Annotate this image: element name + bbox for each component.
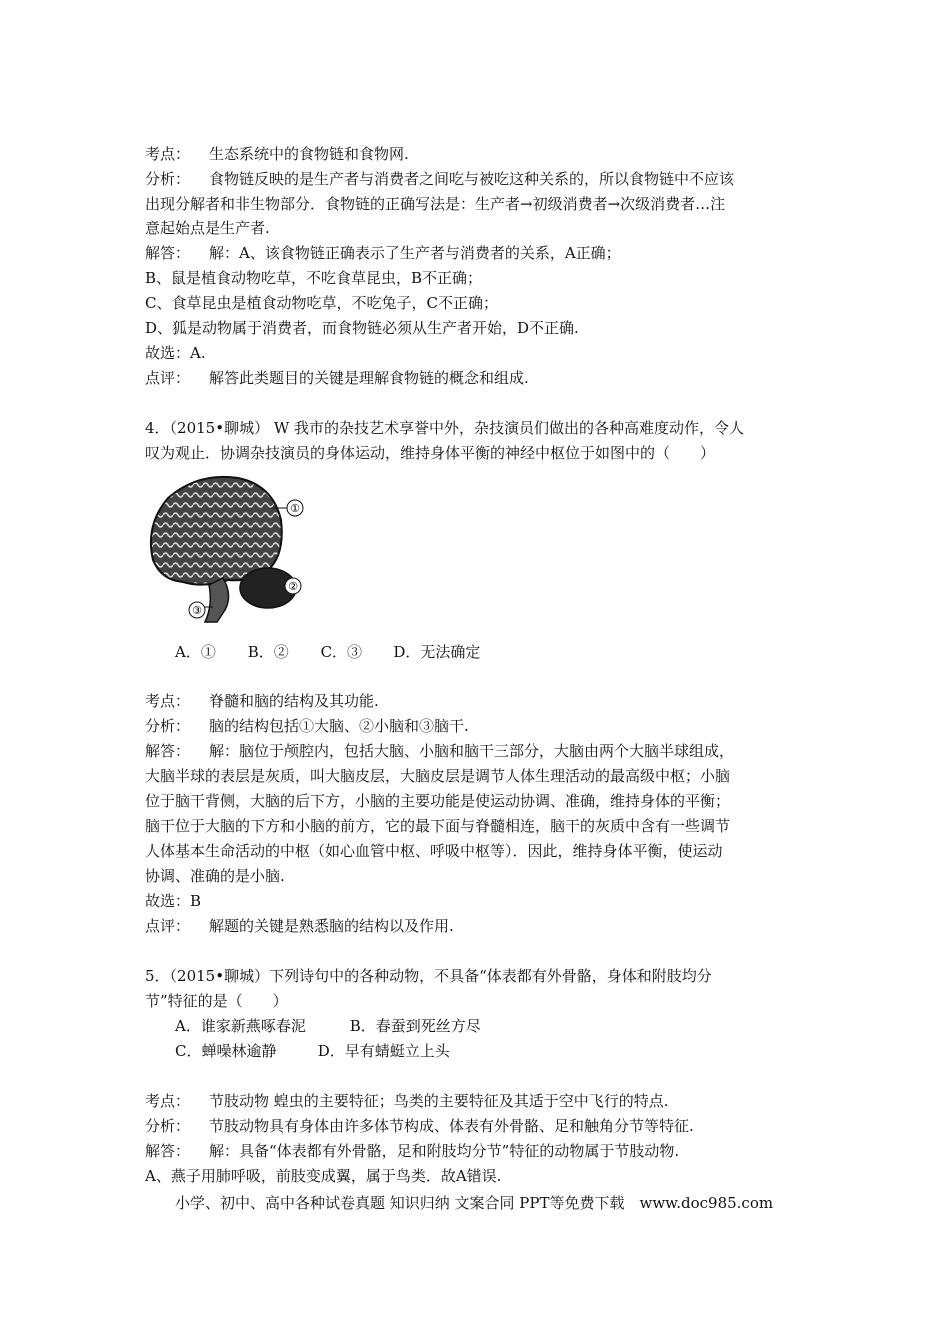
question-stem: 4．（2015•聊城） W 我市的杂技艺术享誉中外，杂技演员们做出的各种高难度动作，令人 (145, 419, 745, 437)
options-row (175, 640, 480, 664)
option-b: B．春蚕到死丝方尽 (349, 1017, 481, 1035)
text-line: 协调、准确的是小脑. (145, 867, 285, 885)
label-1: ① (290, 502, 300, 515)
option-b: B．② (247, 643, 289, 661)
text-line: A、燕子用肺呼吸，前肢变成翼，属于鸟类．故A错误. (145, 1167, 502, 1185)
question-stem: 叹为观止．协调杂技演员的身体运动，维持身体平衡的神经中枢位于如图中的（ ） (145, 444, 716, 462)
options-row (175, 1039, 450, 1063)
options-row (175, 1014, 481, 1038)
option-c: C．③ (320, 643, 363, 661)
option-c: C．蝉噪林逾静 (175, 1042, 277, 1060)
question-stem: 5．（2015•聊城）下列诗句中的各种动物，不具备“体表都有外骨骼，身体和附肢均分 (145, 967, 712, 985)
label-3: ③ (192, 604, 202, 617)
text-line: 大脑半球的表层是灰质，叫大脑皮层，大脑皮层是调节人体生理活动的最高级中枢；小脑 (145, 767, 731, 785)
brain-diagram (143, 470, 305, 630)
dianping-line: 点评： 解题的关键是熟悉脑的结构以及作用. (145, 917, 454, 935)
text-line: D、狐是动物属于消费者，而食物链必须从生产者开始，D不正确. (145, 319, 579, 337)
kaodian-line: 考点： 脊髓和脑的结构及其功能. (145, 692, 379, 710)
jieda-line: 解答： 解：脑位于颅腔内，包括大脑、小脑和脑干三部分，大脑由两个大脑半球组成， (145, 742, 735, 760)
brainstem-shape (205, 578, 229, 622)
option-a: A．① (175, 643, 216, 661)
option-d: D．早有蜻蜓立上头 (317, 1042, 450, 1060)
text-line: C、食草昆虫是植食动物吃草，不吃兔子，C不正确； (145, 294, 498, 312)
text-line: 人体基本生命活动的中枢（如心血管中枢、呼吸中枢等）．因此，维持身体平衡，使运动 (145, 842, 723, 860)
footer-text: 小学、初中、高中各种试卷真题 知识归纳 文案合同 PPT等免费下载 www.doc985.com (175, 1194, 774, 1212)
label-2: ② (288, 580, 298, 593)
question-stem: 节”特征的是（ ） (145, 992, 288, 1010)
text-line: 意起始点是生产者. (145, 219, 270, 237)
fenxi-line: 分析： 脑的结构包括①大脑、②小脑和③脑干. (145, 717, 469, 735)
text-line: 位于脑干背侧，大脑的后下方，小脑的主要功能是使运动协调、准确，维持身体的平衡； (145, 792, 731, 810)
option-d: D．无法确定 (393, 643, 481, 661)
fenxi-line: 分析： 节肢动物具有身体由许多体节构成、体表有外骨骼、足和触角分节等特征. (145, 1117, 694, 1135)
jieda-line: 解答： 解：具备“体表都有外骨骼，足和附肢均分节”特征的动物属于节肢动物. (145, 1142, 680, 1160)
answer-line: 故选：B (145, 892, 202, 910)
kaodian-line: 考点： 节肢动物 蝗虫的主要特征；鸟类的主要特征及其适于空中飞行的特点. (145, 1092, 669, 1110)
fenxi-line: 分析： 食物链反映的是生产者与消费者之间吃与被吃这种关系的，所以食物链中不应该 (145, 170, 735, 188)
option-a: A．谁家新燕啄春泥 (175, 1017, 306, 1035)
jieda-line: 解答： 解：A、该食物链正确表示了生产者与消费者的关系，A正确； (145, 244, 621, 262)
text-line: B、鼠是植食动物吃草，不吃食草昆虫，B不正确； (145, 269, 483, 287)
kaodian-line: 考点： 生态系统中的食物链和食物网. (145, 145, 409, 163)
answer-line: 故选：A. (145, 344, 206, 362)
dianping-line: 点评： 解答此类题目的关键是理解食物链的概念和组成. (145, 369, 529, 387)
text-line: 出现分解者和非生物部分．食物链的正确写法是：生产者→初级消费者→次级消费者…注 (145, 195, 726, 213)
text-line: 脑干位于大脑的下方和小脑的前方，它的最下面与脊髓相连，脑干的灰质中含有一些调节 (145, 817, 731, 835)
